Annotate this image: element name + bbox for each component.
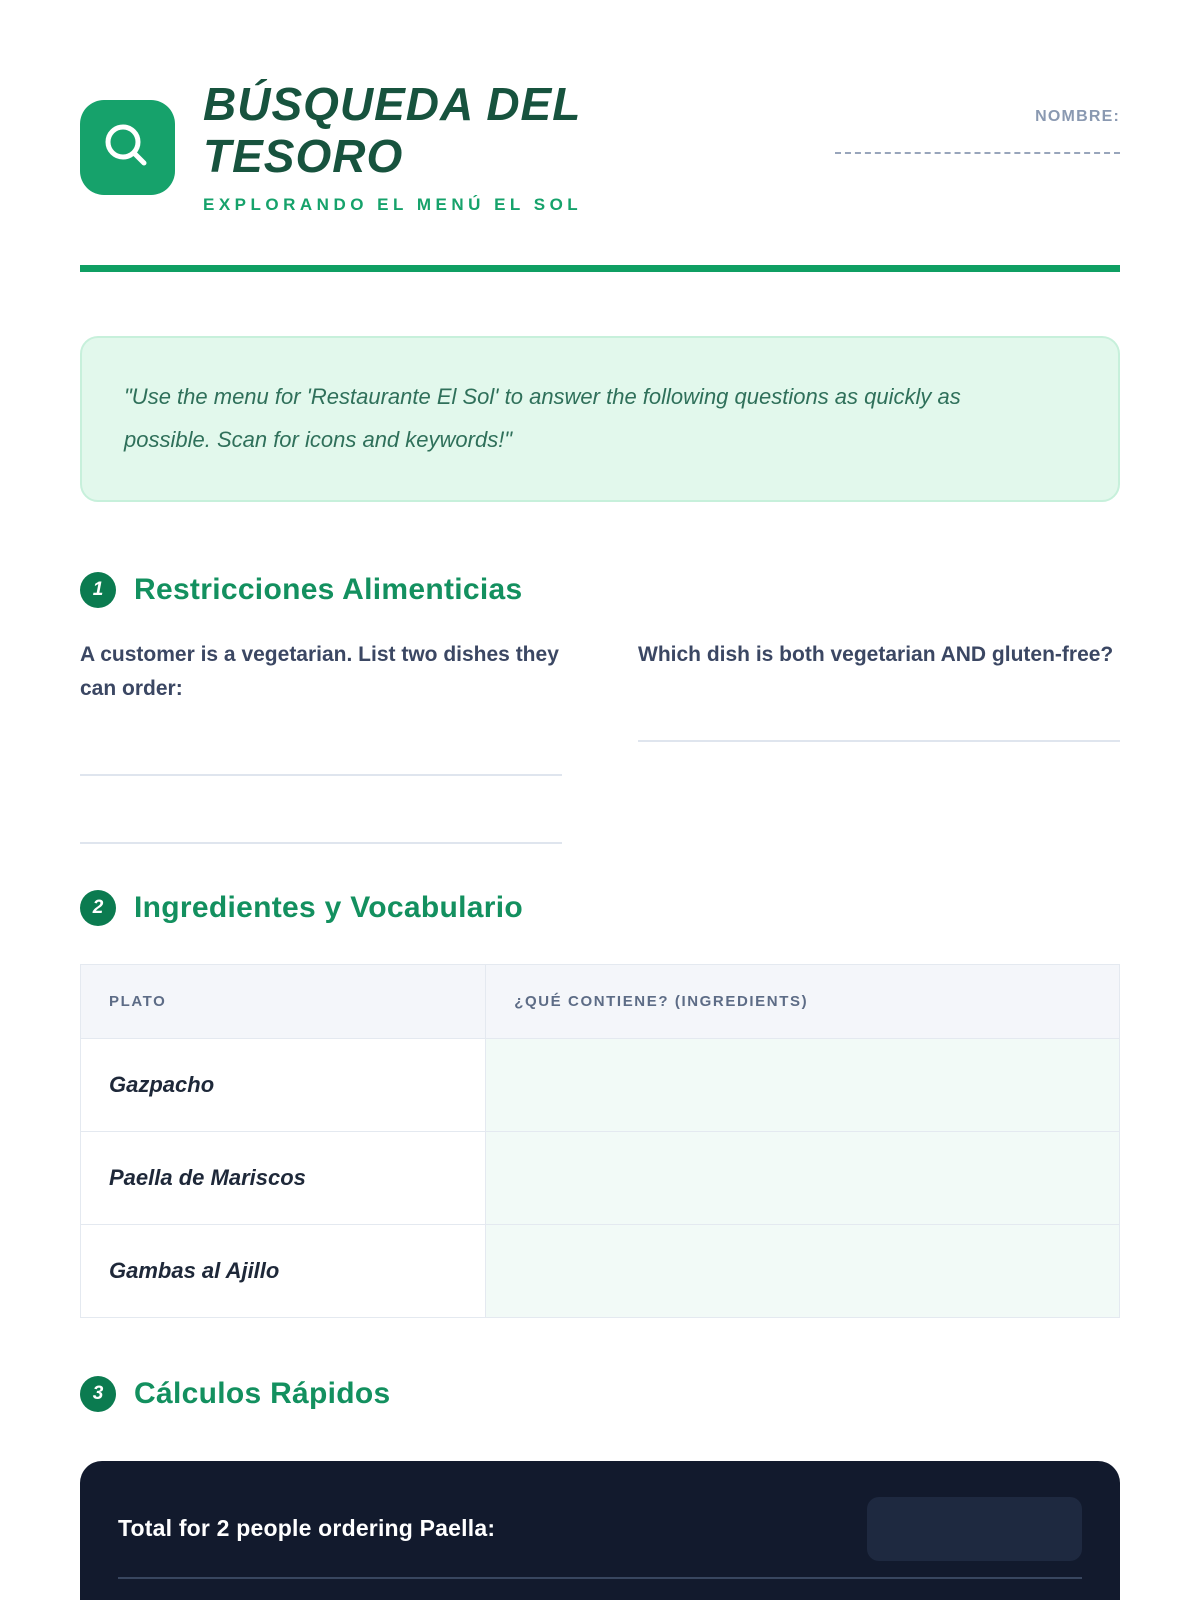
calculations-card — [80, 1461, 1120, 1600]
logo-box — [80, 100, 175, 195]
worksheet-page — [0, 78, 1200, 1600]
answer-line — [80, 842, 562, 844]
question-gluten-free-text: Which dish is both vegetarian AND gluten-free? — [638, 642, 1114, 666]
name-write-line — [835, 150, 1120, 154]
section-1-badge: 1 — [80, 572, 116, 608]
ingredients-answer-cell — [486, 1224, 1120, 1317]
section-2-badge: 2 — [80, 890, 116, 926]
header — [80, 78, 1120, 215]
name-block — [835, 78, 1120, 154]
calc-divider — [118, 1577, 1082, 1579]
page-subtitle: EXPLORANDO EL MENÚ EL SOL — [203, 194, 583, 214]
header-divider — [80, 265, 1120, 272]
section-3-title: Cálculos Rápidos — [134, 1376, 391, 1410]
answer-line — [638, 740, 1120, 742]
page-title-line2: TESORO — [203, 130, 404, 183]
section-3-badge: 3 — [80, 1376, 116, 1412]
table-row — [81, 1131, 1120, 1224]
answer-line — [80, 774, 562, 776]
section-3-header — [80, 1376, 1120, 1412]
question-vegetarian — [80, 638, 562, 844]
table-row — [81, 1038, 1120, 1131]
instructions-quote: "Use the menu for 'Restaurante El Sol' to answer the following questions as quickly as possible. Scan for icons and keywords!" — [124, 383, 961, 452]
section-2-title: Ingredientes y Vocabulario — [134, 890, 524, 924]
column-header-plato: PLATO — [81, 964, 486, 1038]
section-2-header — [80, 890, 1120, 926]
section-1-header — [80, 572, 1120, 608]
question-gluten-free — [638, 638, 1120, 844]
ingredients-answer-cell — [486, 1038, 1120, 1131]
title-block — [203, 78, 582, 215]
calc-answer-box — [867, 1497, 1082, 1561]
dish-name: Gambas al Ajillo — [81, 1224, 486, 1317]
column-header-contiene: ¿QUÉ CONTIENE? (INGREDIENTS) — [486, 964, 1120, 1038]
name-label: NOMBRE: — [1035, 108, 1120, 125]
calc-row — [118, 1497, 1082, 1561]
question-vegetarian-text: A customer is a vegetarian. List two dishes they can order: — [80, 642, 559, 700]
dish-name: Gazpacho — [81, 1038, 486, 1131]
dish-name: Paella de Mariscos — [81, 1131, 486, 1224]
section-1-questions — [80, 638, 1120, 844]
table-header-row — [81, 964, 1120, 1038]
magnifier-icon — [98, 118, 158, 178]
section-1-title: Restricciones Alimenticias — [134, 572, 523, 606]
calc-question-label: Total for 2 people ordering Paella: — [118, 1515, 496, 1542]
ingredients-table — [80, 964, 1120, 1318]
page-title-line1: BÚSQUEDA DEL — [203, 78, 582, 130]
table-row — [81, 1224, 1120, 1317]
ingredients-answer-cell — [486, 1131, 1120, 1224]
instructions-callout — [80, 336, 1120, 502]
